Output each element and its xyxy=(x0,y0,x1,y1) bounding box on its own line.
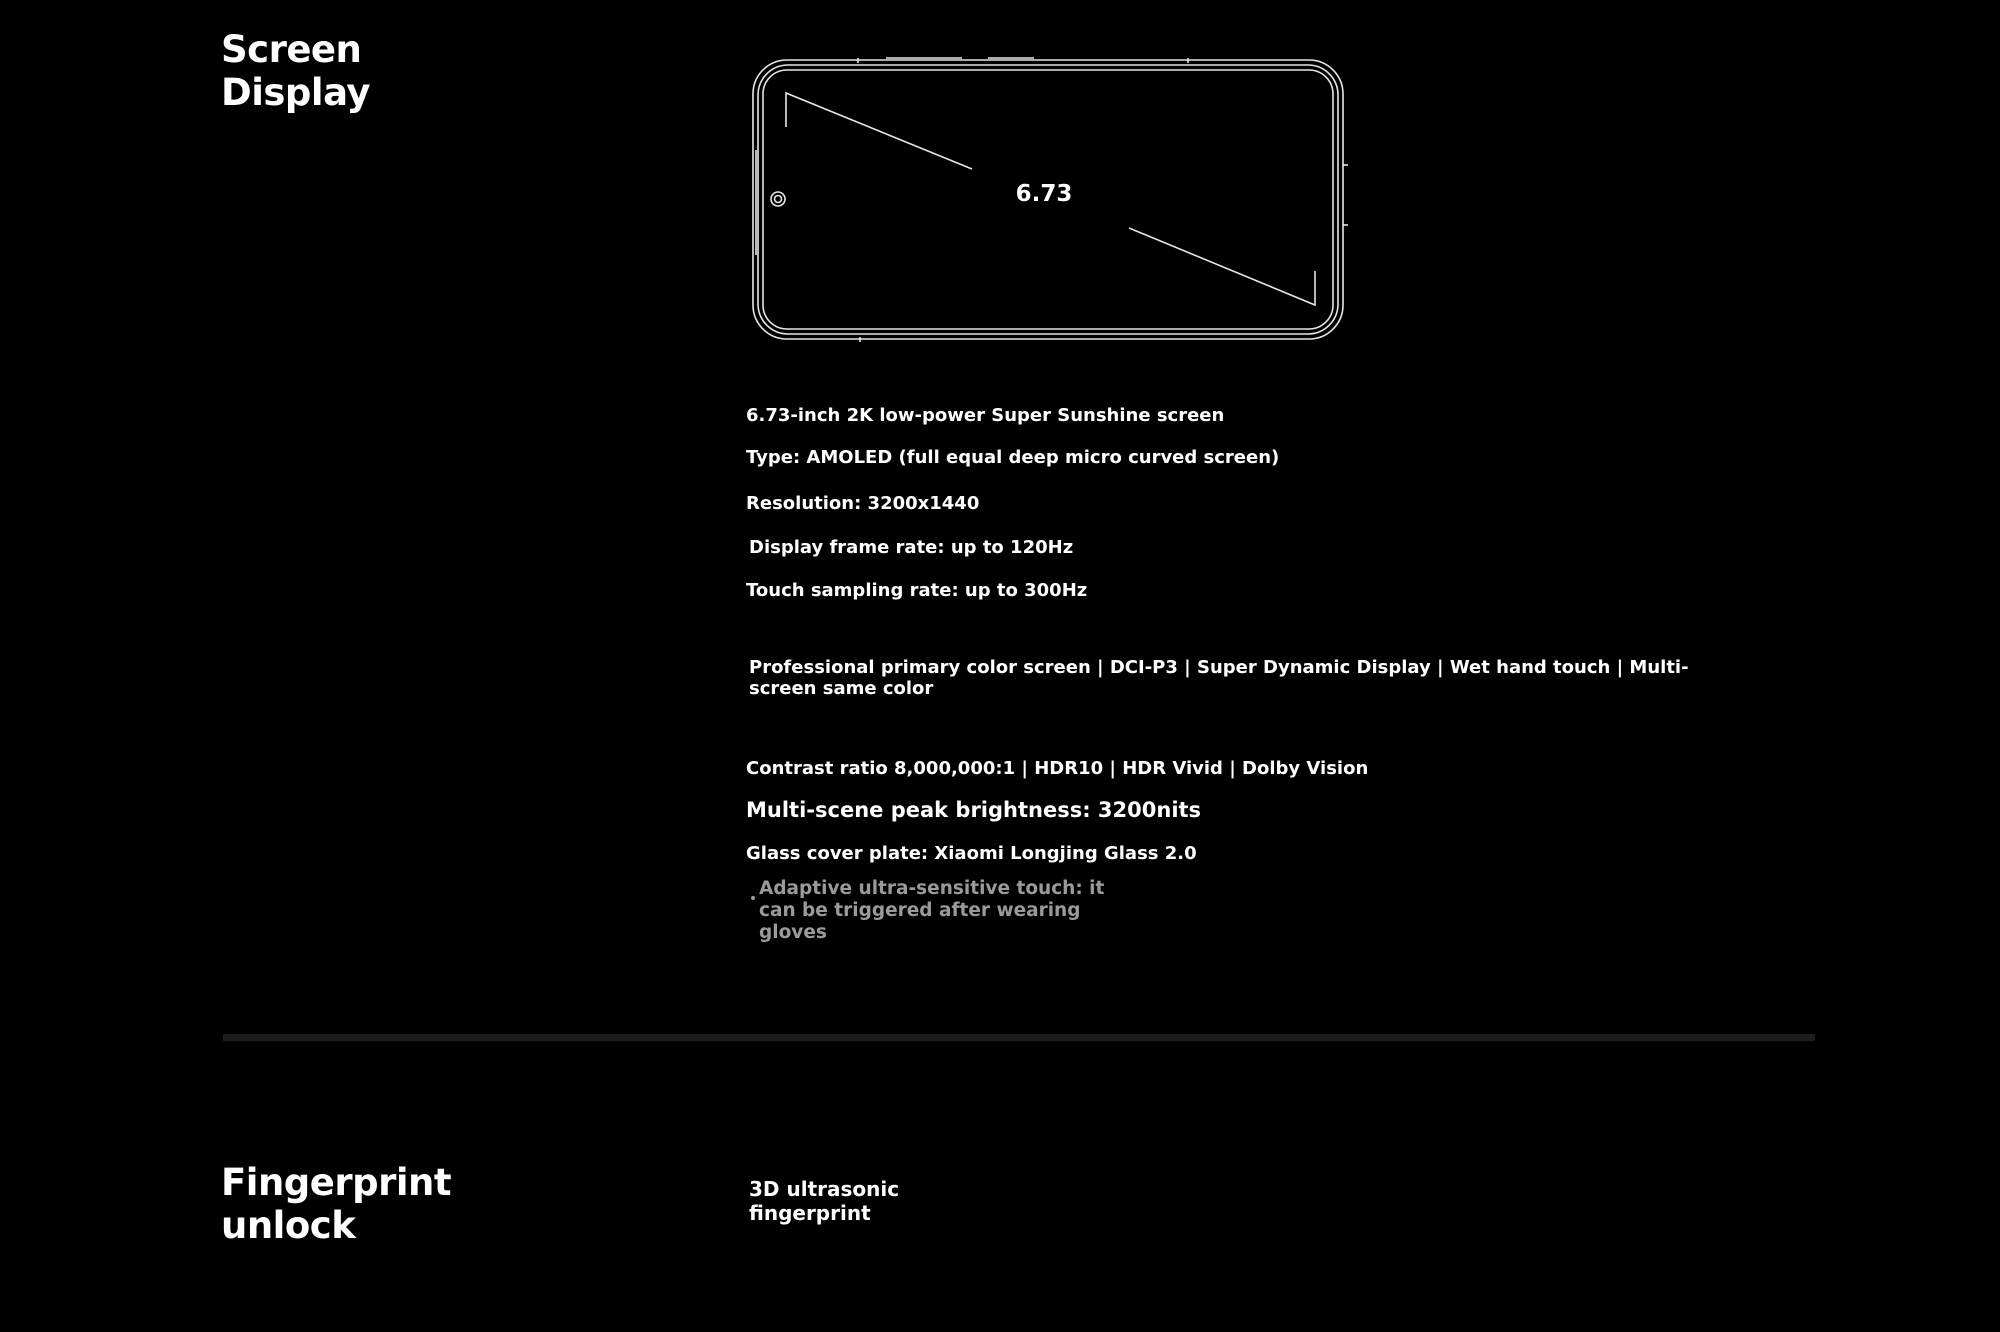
fingerprint-description: 3D ultrasonic fingerprint xyxy=(749,1177,900,1225)
spec-type: Type: AMOLED (full equal deep micro curved screen) xyxy=(746,447,1280,468)
bullet-icon xyxy=(751,896,755,900)
spec-screen-size: 6.73-inch 2K low-power Super Sunshine screen xyxy=(746,405,1225,426)
fingerprint-unlock-title: Fingerprint unlock xyxy=(221,1161,452,1247)
adaptive-touch-text: Adaptive ultra-sensitive touch: it can be triggered after wearing gloves xyxy=(759,878,1105,943)
spec-contrast: Contrast ratio 8,000,000:1 | HDR10 | HDR Vivid | Dolby Vision xyxy=(746,758,1369,779)
spec-glass-cover: Glass cover plate: Xiaomi Longjing Glass 2.0 xyxy=(746,843,1197,864)
section-divider xyxy=(223,1034,1815,1041)
spec-color-features: Professional primary color screen | DCI-P3 | Super Dynamic Display | Wet hand touch | Multi-screen same color xyxy=(749,657,1689,699)
spec-resolution: Resolution: 3200x1440 xyxy=(746,493,980,514)
spec-frame-rate: Display frame rate: up to 120Hz xyxy=(749,537,1074,558)
screen-display-title: Screen Display xyxy=(221,28,371,114)
spec-touch-sampling: Touch sampling rate: up to 300Hz xyxy=(746,580,1088,601)
spec-peak-brightness: Multi-scene peak brightness: 3200nits xyxy=(746,798,1202,822)
screen-size-value: 6.73 xyxy=(1015,181,1073,207)
